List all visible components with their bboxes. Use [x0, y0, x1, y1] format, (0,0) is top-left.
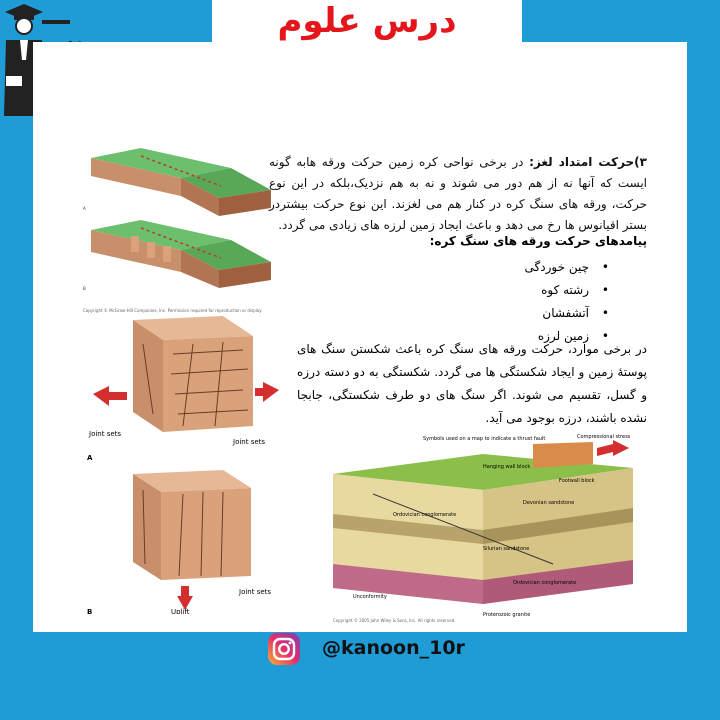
unconformity-label: Unconformity — [353, 594, 387, 600]
thrust-symbols-caption: Symbols used on a map to indicate a thrust fault — [423, 436, 546, 442]
footwall-label: Footwall block — [559, 478, 595, 484]
fig-label-a2: A — [87, 454, 93, 462]
strike-slip-diagram — [81, 146, 271, 294]
mcgraw-copyright: Copyright © McGraw-Hill Companies, Inc. Permission required for reproduction or display. — [83, 308, 263, 313]
consequences-heading: پیامدهای حرکت ورقه های سنگ کره: — [429, 234, 647, 248]
devonian-label: Devonian sandstone — [523, 500, 575, 506]
granite-label: Proterozoic granite — [483, 612, 531, 618]
consequences-list — [525, 256, 589, 348]
silurian-label: Silurian sandstone — [483, 546, 530, 552]
instagram-handle[interactable]: @kanoon_10r — [322, 637, 465, 659]
list-item: رشته کوه • — [525, 279, 589, 302]
fig-label-b: B — [83, 286, 86, 291]
fig-label-a: A — [83, 206, 86, 211]
list-item: آتشفشان • — [525, 302, 589, 325]
joint-sets-label-3: Joint sets — [239, 588, 272, 596]
wiley-copyright: Copyright © 2005 John Wiley & Sons, Inc. All rights reserved. — [333, 618, 456, 623]
list-item: زمین لرزه • — [525, 325, 589, 348]
title-banner — [212, 0, 522, 42]
joint-sets-label-2: Joint sets — [233, 438, 266, 446]
uplift-label: Uplift — [171, 608, 190, 614]
paragraph-fractures: در برخی موارد، حرکت ورقه های سنگ کره باعث شکستن سنگ های پوستهٔ زمین و ایجاد شکستگی ها می گردد. شکستگی به دو دسته درزه و گسل، تقسیم می شوند. اگر سنگ های دو طرف شکستگی، جابجا نشده باشند، درزه بوجود می آید. — [297, 342, 647, 425]
strike-slip-text: در برخی نواحی کره زمین حرکت ورقه هابه گونه ایست که آنها نه از هم دور می شوند و نه به هم نزدیک،بلکه در این نوع حرکت، ورقه های سنگ کره در کنار هم می لغزند. این نوع حرکت بیشتردر بستر اقیانوس ها رخ می دهد و باعث ایجاد زمین لرزه های زیادی می گردد. — [269, 155, 647, 232]
joint-sets-diagram — [83, 314, 283, 614]
instagram-icon[interactable] — [268, 633, 300, 665]
compressional-stress-label: Compressional stress — [577, 434, 631, 440]
page-title: درس علوم — [277, 1, 457, 41]
list-item: چین خوردگی • — [525, 256, 589, 279]
fig-label-b2: B — [87, 608, 93, 614]
paragraph-strike-slip — [269, 152, 647, 236]
content-card — [33, 42, 687, 632]
ordovician-label-2: Ordovician conglomerate — [513, 580, 577, 586]
joint-sets-label-1: Joint sets — [89, 430, 122, 438]
thrust-fault-diagram — [333, 434, 633, 624]
ordovician-label-1: Ordovician conglomerate — [393, 512, 457, 518]
strike-slip-heading: ۳)حرکت امتداد لغز: — [529, 155, 647, 169]
hanging-wall-label: Hanging wall block — [483, 464, 531, 470]
